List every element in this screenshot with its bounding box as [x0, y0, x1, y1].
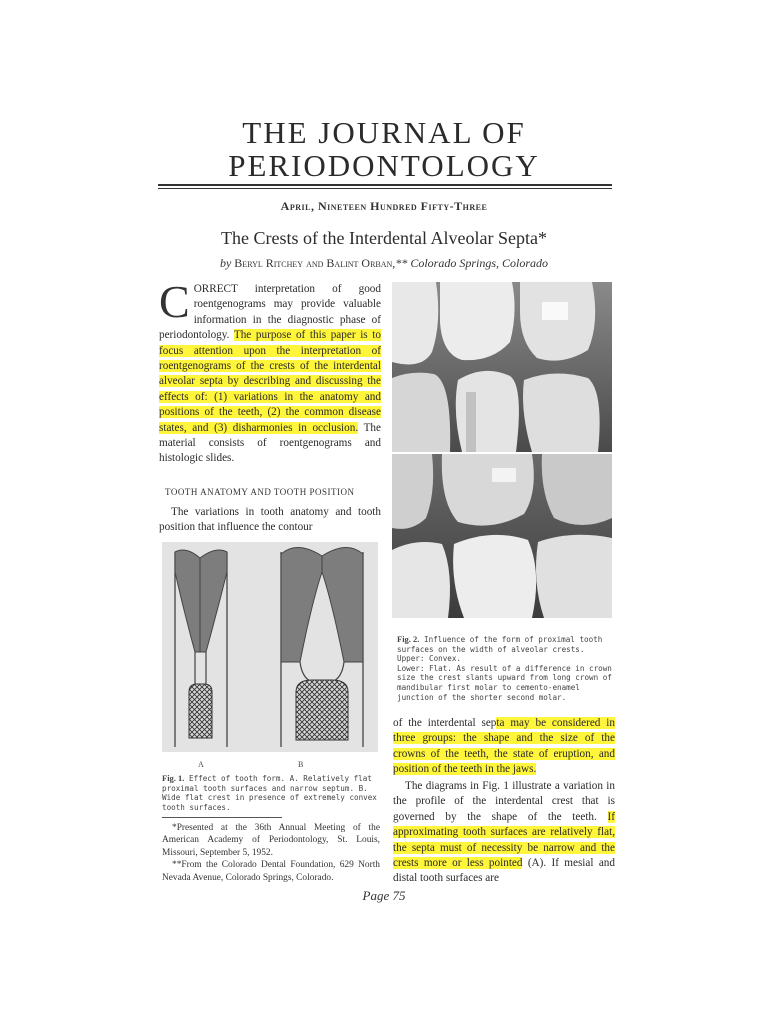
figure2-caption-upper: Upper: Convex.	[397, 654, 462, 664]
byline	[0, 256, 768, 271]
figure1-label-b: B	[298, 760, 304, 769]
right-p1-highlight: ta may be considered in three groups: the shape and the size of the crowns of the teeth, the state of eruption, and position of the teeth in the jaws.	[393, 717, 615, 776]
figure2-upper-radiograph	[392, 282, 612, 452]
figure2-caption-line1	[397, 635, 615, 654]
diagram-a-septum	[189, 684, 212, 738]
byline-location: Colorado Springs, Colorado	[410, 256, 549, 270]
footnote-2: **From the Colorado Dental Foundation, 629 North Nevada Avenue, Colorado Springs, Colorado.	[162, 860, 380, 883]
intro-highlighted-text: The purpose of this paper is to focus attention upon the interpretation of roentgenograms of the crests of the interdental alveolar septa by describing and discussing the effects of: (1) variations in the anatomy and positions of the teeth, (2) the common disease states, and (3) disharmonies in occlusion.	[159, 329, 381, 434]
masthead-rule-top	[158, 184, 612, 186]
intro-plain-text: ORRECT interpretation of good roentgenograms may provide valuable information in the diagnostic phase of periodontology.	[159, 283, 381, 342]
intro-tail-text: The material consists of roentgenograms and histologic slides.	[159, 421, 381, 465]
section-paragraph: The variations in tooth anatomy and tooth position that influence the contour	[159, 506, 381, 534]
right-p2-plain: The diagrams in Fig. 1 illustrate a variation in the profile of the interdental crest that is governed by the shape of the teeth.	[393, 780, 615, 823]
journal-title-line1: THE JOURNAL OF	[242, 115, 526, 150]
figure2-caption-lower: Lower: Flat. As result of a difference in crown size the crest slants upward from long crown of mandibular first molar to cemento-enamel junction of the shorter second molar.	[397, 663, 612, 702]
page-number: Page 75	[362, 888, 406, 903]
footnote-rule	[162, 817, 282, 818]
right-p2-tail: (A). If mesial and distal tooth surfaces are	[393, 857, 615, 885]
article-title: The Crests of the Interdental Alveolar Septa*	[221, 228, 547, 248]
figure1-caption	[162, 774, 380, 812]
right-p1-plain: of the interdental sep	[393, 717, 497, 729]
right-p2-highlight: If approximating tooth surfaces are relatively flat, the septa must of necessity be narrow and the crests more or less pointed	[393, 810, 615, 870]
byline-marks: **	[395, 256, 411, 270]
byline-authors: Beryl Ritchey and Balint Orban,	[234, 256, 396, 270]
figure2-caption-lead: Fig. 2.	[397, 634, 420, 644]
journal-title-line2: PERIODONTOLOGY	[228, 148, 540, 183]
footnote-1: *Presented at the 36th Annual Meeting of the American Academy of Periodontology, St. Louis, Missouri, September 5, 1952.	[162, 823, 380, 858]
section-heading: TOOTH ANATOMY AND TOOTH POSITION	[165, 487, 355, 497]
figure1-diagram	[162, 542, 378, 752]
byline-by: by	[219, 256, 232, 270]
right-paragraph-2	[393, 779, 615, 887]
figure2-lower-radiograph	[392, 454, 612, 618]
intro-paragraph	[159, 276, 381, 467]
drop-cap: C	[159, 276, 190, 327]
issue-date: April, Nineteen Hundred Fifty-Three	[280, 199, 488, 213]
right-paragraph-1	[393, 716, 615, 778]
figure1-caption-text: Effect of tooth form. A. Relatively flat proximal tooth surfaces and narrow septum. B. Wide flat crest in presence of extremely convex tooth surfaces.	[162, 774, 377, 812]
figure2-caption-text: Influence of the form of proximal tooth surfaces on the width of alveolar crests.	[397, 635, 603, 654]
diagram-b-septum	[296, 680, 348, 740]
footnotes	[162, 822, 380, 884]
masthead-rule-bottom	[158, 188, 612, 189]
figure1-caption-lead: Fig. 1.	[162, 773, 185, 783]
figure2-caption	[397, 635, 615, 702]
figure1-label-a: A	[198, 760, 204, 769]
figure2-radiographs	[392, 282, 612, 618]
